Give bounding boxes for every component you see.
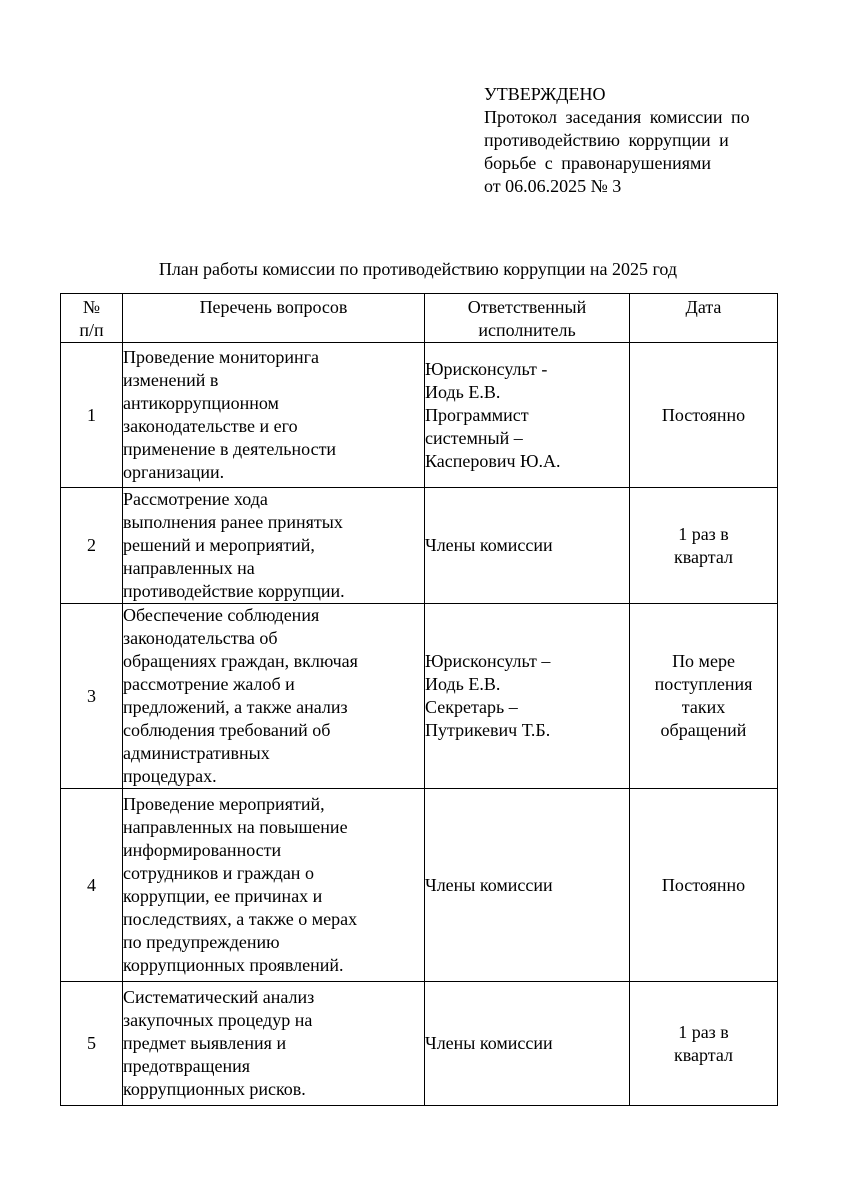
- row-responsible: Юрисконсульт - Иодь Е.В. Программист системный – Касперович Ю.А.: [425, 343, 630, 488]
- header-date: Дата: [630, 294, 778, 343]
- row-date: 1 раз в квартал: [630, 488, 778, 604]
- table-row: [61, 604, 778, 789]
- approval-date-line: от 06.06.2025 № 3: [484, 176, 622, 196]
- row-number: 3: [61, 604, 123, 789]
- row-responsible: Члены комиссии: [425, 982, 630, 1106]
- table-row: [61, 488, 778, 604]
- table-row: [61, 789, 778, 982]
- row-issue: Проведение мероприятий, направленных на повышение информированности сотрудников и граждан о коррупции, ее причинах и последствиях, а также о мерах по предупреждению коррупционных проявлений.: [123, 789, 425, 982]
- approval-protocol-line: противодействию коррупции и: [484, 130, 729, 150]
- header-issue: Перечень вопросов: [123, 294, 425, 343]
- row-number: 2: [61, 488, 123, 604]
- row-date: 1 раз в квартал: [630, 982, 778, 1106]
- row-date: Постоянно: [630, 343, 778, 488]
- approval-protocol-line: Протокол заседания комиссии по: [484, 107, 750, 127]
- header-responsible: Ответственный исполнитель: [425, 294, 630, 343]
- header-num: № п/п: [61, 294, 123, 343]
- approval-block: [484, 83, 784, 198]
- table-row: [61, 982, 778, 1106]
- row-date: По мере поступления таких обращений: [630, 604, 778, 789]
- row-number: 4: [61, 789, 123, 982]
- plan-table: [60, 293, 778, 1106]
- approval-heading: УТВЕРЖДЕНО: [484, 84, 606, 104]
- row-responsible: Члены комиссии: [425, 789, 630, 982]
- row-issue: Обеспечение соблюдения законодательства об обращениях граждан, включая рассмотрение жалоб и предложений, а также анализ соблюдения требований об административных процедурах.: [123, 604, 425, 789]
- plan-title: План работы комиссии по противодействию коррупции на 2025 год: [158, 259, 678, 279]
- approval-protocol-line: борьбе с правонарушениями: [484, 153, 712, 173]
- row-issue: Проведение мониторинга изменений в антикоррупционном законодательстве и его применение в деятельности организации.: [123, 343, 425, 488]
- table-row: [61, 343, 778, 488]
- row-responsible: Члены комиссии: [425, 488, 630, 604]
- row-number: 1: [61, 343, 123, 488]
- row-date: Постоянно: [630, 789, 778, 982]
- row-issue: Рассмотрение хода выполнения ранее принятых решений и мероприятий, направленных на противодействие коррупции.: [123, 488, 425, 604]
- row-number: 5: [61, 982, 123, 1106]
- row-issue: Систематический анализ закупочных процедур на предмет выявления и предотвращения коррупционных рисков.: [123, 982, 425, 1106]
- row-responsible: Юрисконсульт – Иодь Е.В. Секретарь – Путрикевич Т.Б.: [425, 604, 630, 789]
- table-header-row: [61, 294, 778, 343]
